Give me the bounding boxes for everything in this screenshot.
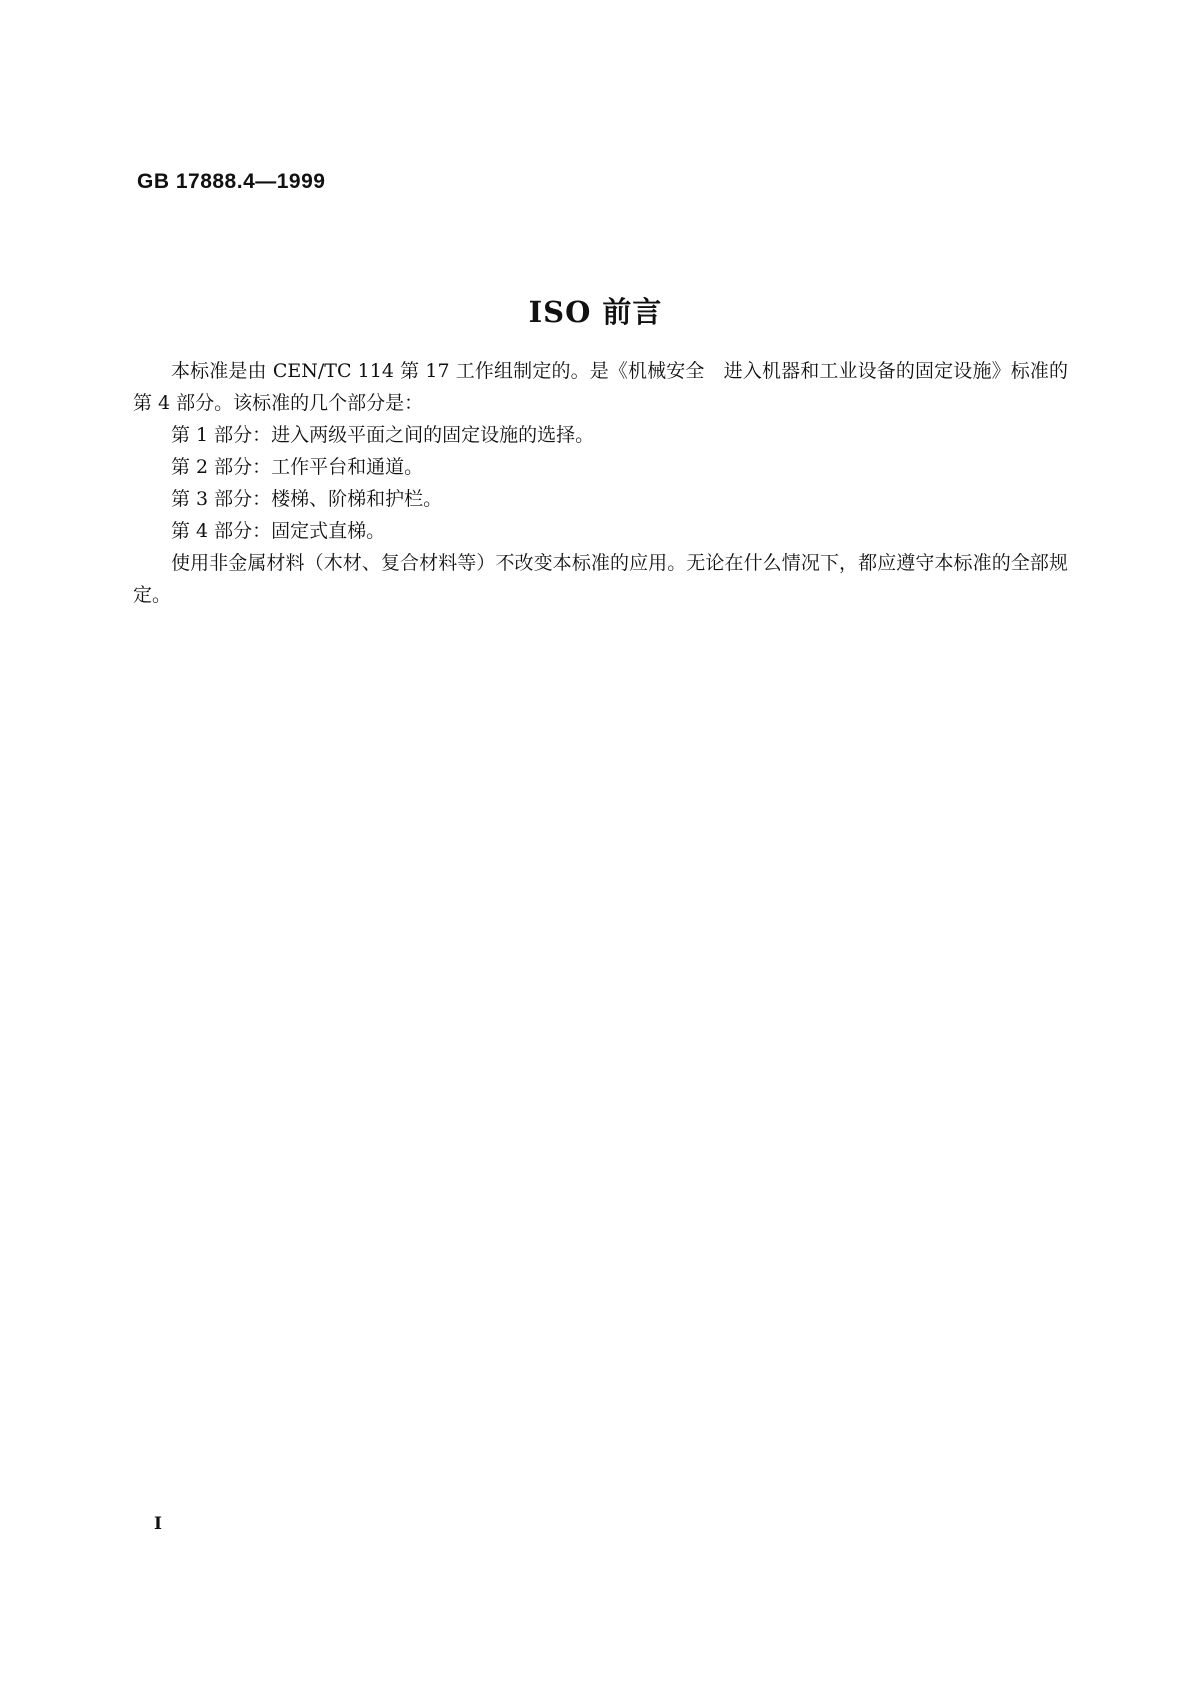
part-4-item: 第 4 部分：固定式直梯。: [171, 520, 386, 542]
part-2-item: 第 2 部分：工作平台和通道。: [171, 456, 424, 478]
document-code: GB 17888.4—1999: [137, 170, 326, 193]
intro-paragraph: 本标准是由 CEN/TC 114 第 17 工作组制定的。是《机械安全 进入机器和工业设备的固定设施》标准的第 4 部分。该标准的几个部分是：: [133, 360, 1068, 414]
closing-paragraph: 使用非金属材料（木材、复合材料等）不改变本标准的应用。无论在什么情况下，都应遵守本标准的全部规定。: [133, 552, 1068, 606]
body-text: [133, 355, 1068, 611]
part-3-item: 第 3 部分：楼梯、阶梯和护栏。: [171, 488, 443, 510]
part-1-item: 第 1 部分：进入两级平面之间的固定设施的选择。: [171, 424, 595, 446]
page-title: ISO 前言: [528, 295, 663, 329]
page-number: I: [154, 1514, 162, 1534]
